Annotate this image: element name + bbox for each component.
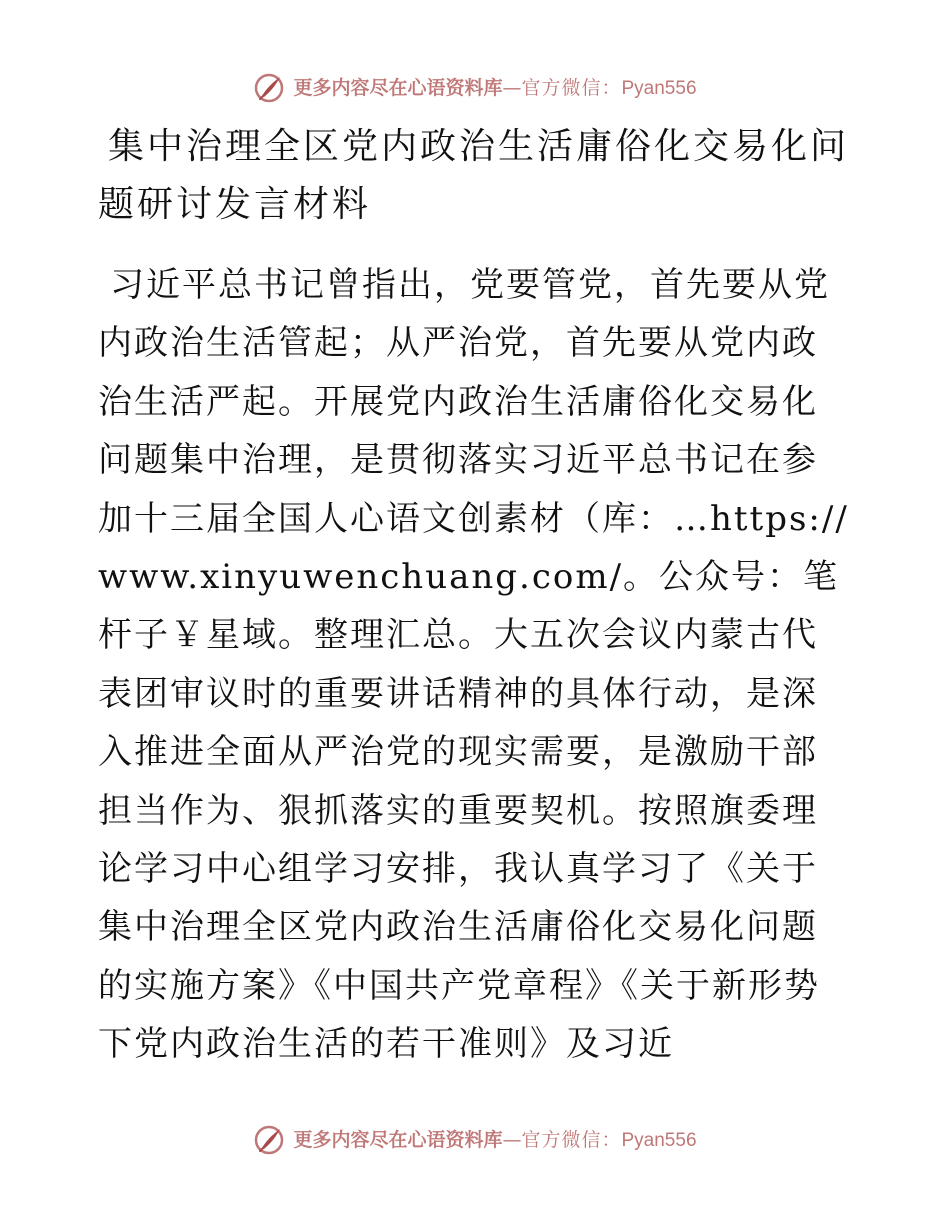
watermark-wechat-id: Pyan556 bbox=[621, 1129, 697, 1151]
quill-pen-icon bbox=[253, 1124, 285, 1156]
watermark-text bbox=[293, 1128, 697, 1151]
document-body bbox=[98, 118, 852, 1074]
watermark-wechat-label: 官方微信： bbox=[521, 1128, 622, 1151]
watermark-main-text: 更多内容尽在心语资料库 bbox=[293, 76, 503, 99]
footer-watermark bbox=[0, 1120, 950, 1160]
header-watermark bbox=[0, 68, 950, 108]
watermark-dash: — bbox=[502, 76, 522, 99]
quill-pen-icon bbox=[253, 72, 285, 104]
document-title: 集中治理全区党内政治生活庸俗化交易化问题研讨发言材料 bbox=[98, 126, 850, 225]
watermark-wechat-id: Pyan556 bbox=[621, 77, 697, 99]
watermark-main-text: 更多内容尽在心语资料库 bbox=[293, 1128, 503, 1151]
watermark-text bbox=[293, 76, 697, 99]
document-paragraph: 习近平总书记曾指出，党要管党，首先要从党内政治生活管起；从严治党，首先要从党内政治生活严起。开展党内政治生活庸俗化交易化问题集中治理，是贯彻落实习近平总书记在参加十三届全国人心语文创素材（库：…https://www.xinyuwenchuang.com/。公众号：笔杆子￥星域。整理汇总。大五次会议内蒙古代表团审议时的重要讲话精神的具体行动，是深入推进全面从严治党的现实需要，是激励干部担当作为、狠抓落实的重要契机。按照旗委理论学习中心组学习安排，我认真学习了《关于集中治理全区党内政治生活庸俗化交易化问题的实施方案》《中国共产党章程》《关于新形势下党内政治生活的若干准则》及习近 bbox=[98, 265, 849, 1065]
watermark-dash: — bbox=[502, 1128, 522, 1151]
watermark-wechat-label: 官方微信： bbox=[521, 76, 622, 99]
